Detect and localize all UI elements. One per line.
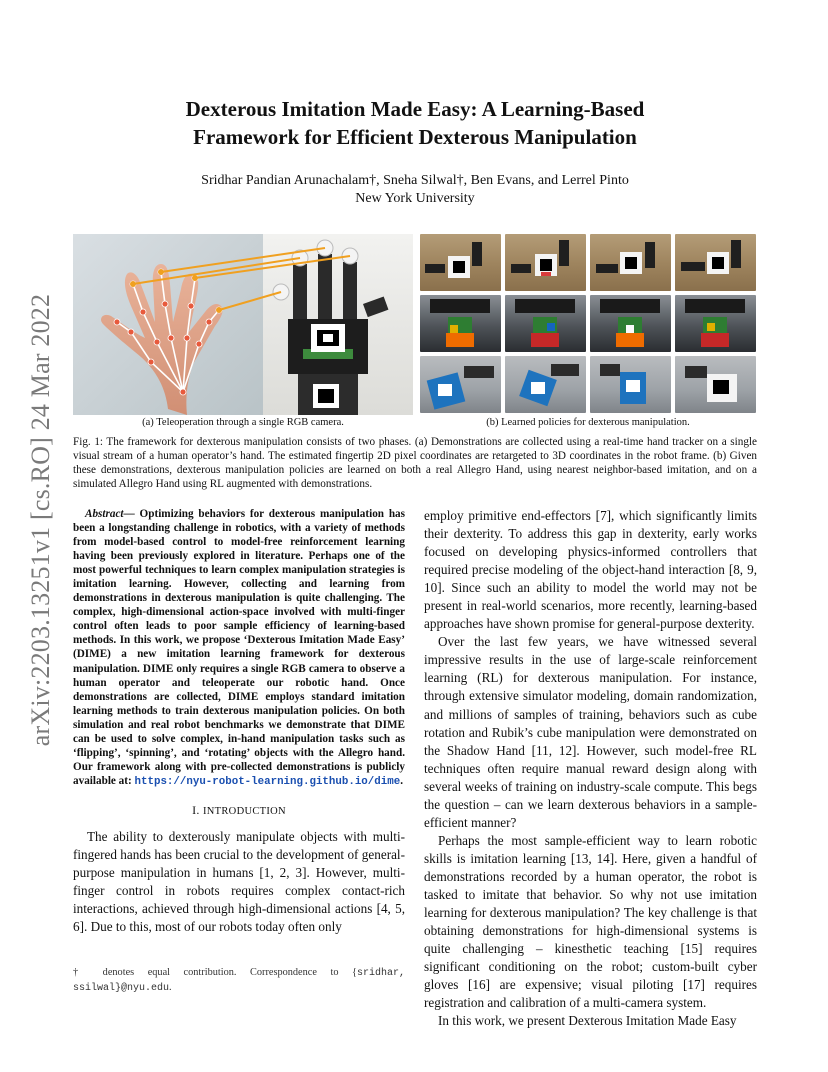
project-link[interactable]: https://nyu-robot-learning.github.io/dime: [134, 775, 401, 788]
abstract-end: .: [400, 774, 403, 787]
abstract-label: Abstract: [85, 508, 124, 520]
arxiv-id: arXiv:2203.13251v1 [cs.RO] 24 Mar 2022: [26, 293, 55, 747]
arxiv-sidebar: [22, 285, 60, 755]
figure-caption: Fig. 1: The framework for dexterous manipulation consists of two phases. (a) Demonstrations are collected using a real-time hand tracker on a single visual stream of a human operator’s hand. The estimated fingertip 2D pixel coordinates are retargeted to 3D coordinates in the robot frame. (b) Given these demonstrations, dexterous manipulation policies are learned on both a real Allegro Hand, using nearest neighbor-based imitation, and on a simulated Allegro Hand using RL augmented with demonstrations.: [73, 436, 757, 490]
abstract-text: — Optimizing behaviors for dexterous manipulation has been a longstanding challenge in robotics, with a variety of methods from model-based control to model-free reinforcement learning having been previously explored in literature. Perhaps one of the most powerful techniques to learn complex manipulation strategies is imitation learning. However, collecting and learning from demonstrations in dexterous manipulation is quite challenging. The complex, high-dimensional action-space involved with multi-finger control often leads to poor sample efficiency of learning-based methods. In this work, we propose ‘Dexterous Imitation Made Easy’ (DIME) a new imitation learning framework for dexterous manipulation. DIME only requires a single RGB camera to observe a human operator and teleoperate our robotic hand. Once demonstrations are collected, DIME employs standard imitation learning methods to train dexterous manipulation policies. On both simulation and real robot benchmarks we demonstrate that DIME can be used to solve complex, in-hand manipulation tasks such as ‘flipping’, ‘spinning’, and ‘rotating’ objects with the Allegro hand. Our framework along with pre-collected demonstrations is publicly available at:: [73, 508, 405, 787]
left-column: [73, 507, 405, 936]
teleoperation-illustration: [73, 234, 413, 415]
footnote-text: † denotes equal contribution. Correspondence to {: [73, 967, 357, 978]
authors: Sridhar Pandian Arunachalam†, Sneha Silwal†, Ben Evans, and Lerrel Pinto: [201, 173, 629, 188]
section-heading: [73, 803, 405, 818]
footnote: [73, 966, 405, 996]
footnote-end: .: [169, 982, 172, 993]
policy-frame: [420, 295, 501, 352]
policy-frame: [505, 234, 586, 291]
title-line-1: Dexterous Imitation Made Easy: A Learning-Based: [185, 97, 645, 121]
abstract: [73, 507, 405, 789]
right-paragraph-3: Perhaps the most sample-efficient way to learn robotic skills is imitation learning [13, 14]. Here, given a handful of demonstrations recorded by a human operator, the robot is tasked to imitate that behavior. So why not use imitation learning for dexterous manipulation? The key challenge is that obtaining demonstrations for high-dimensional systems is quite challenging – kinesthetic teaching [15] requires significant conditioning on the robot; custom-built cyber gloves [16] are expensive; visual piloting [17] requires registration and calibration of a multi-camera system.: [424, 832, 757, 1011]
subcaption-a: (a) Teleoperation through a single RGB camera.: [142, 417, 344, 428]
teleoperation-image: [73, 234, 413, 415]
section-title: INTRODUCTION: [202, 805, 286, 817]
subcaption-b: (b) Learned policies for dexterous manipulation.: [486, 417, 690, 428]
policy-frame: [675, 356, 756, 413]
right-paragraph-1: employ primitive end-effectors [7], which significantly limits their dexterity. To address this gap in dexterity, early works focused on developing physics-informed controllers that required precise modeling of the object-hand interaction [8, 9, 10]. Since such an ability to model the world may not be present in real-world scenarios, more recently, learning-based approaches have shown promise for general-purpose dexterity.: [424, 508, 757, 632]
learned-policies-grid: [420, 234, 756, 415]
section-number: I.: [192, 802, 203, 817]
policy-frame: [505, 356, 586, 413]
right-column: [424, 507, 757, 1030]
right-paragraph-4: In this work, we present Dexterous Imitation Made Easy: [438, 1013, 737, 1029]
policy-frame: [420, 234, 501, 291]
policy-frame: [590, 234, 671, 291]
policy-frame: [505, 295, 586, 352]
right-paragraph-2: Over the last few years, we have witnessed several impressive results in the use of large-scale reinforcement learning (RL) for dexterous manipulation. For instance, through extensive simulator modeling, domain randomization, and millions of samples of training, behaviors such as cube rotation and Rubik’s cube manipulation were demonstrated on the Shadow Hand [11, 12]. However, such model-free RL techniques often require manual reward design along with several weeks of training on industry-scale compute. This begs the question – can we learn dexterous behaviors in a sample-efficient manner?: [424, 634, 757, 830]
policy-frame: [420, 356, 501, 413]
paper-title: [90, 95, 740, 151]
intro-paragraph: The ability to dexterously manipulate objects with multi-fingered hands has been crucial to the development of general-purpose manipulation in humans [1, 2, 3]. However, multi-finger control in robots requires complex contact-rich interactions, achieved through high-dimensional actions [4, 5, 6]. Due to this, most of our robots today often only: [73, 828, 405, 935]
policy-frame: [675, 234, 756, 291]
policy-frame: [590, 356, 671, 413]
policy-frame: [590, 295, 671, 352]
policy-frame: [675, 295, 756, 352]
footnote-email: sridhar, ssilwal}@nyu.edu: [73, 968, 405, 994]
title-line-2: Framework for Efficient Dexterous Manipulation: [193, 125, 637, 149]
affiliation: New York University: [355, 191, 475, 206]
